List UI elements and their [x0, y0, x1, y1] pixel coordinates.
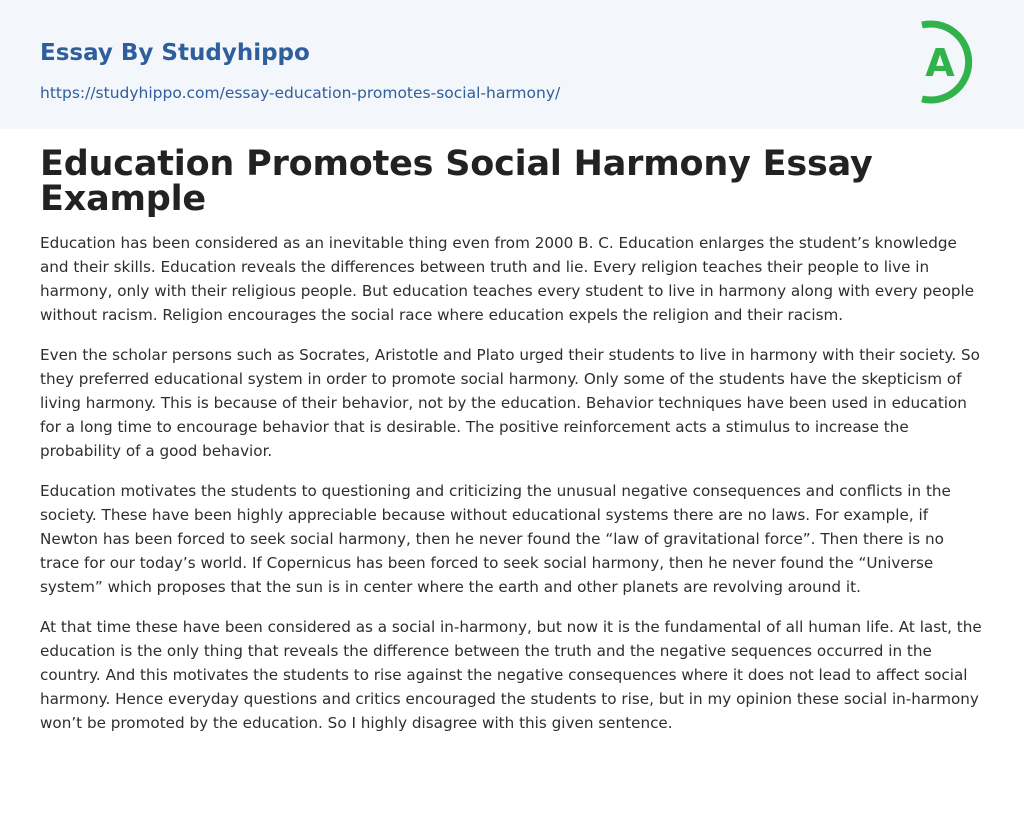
essay-paragraph-2: Even the scholar persons such as Socrates, Aristotle and Plato urged their students to live in harmony with their society. So they preferred educational system in order to promote social harmony. Only some of the students have the skepticism of living harmony. This is because of their behavior, not by the education. Behavior techniques have been used in education for a long time to encourage behavior that is desirable. The positive reinforcement acts a stimulus to increase the probability of a good behavior.	[40, 346, 980, 460]
essay-paragraph-1: Education has been considered as an inevitable thing even from 2000 B. C. Education enlarges the student’s knowledge and their skills. Education reveals the differences between truth and lie. Every religion teaches their people to live in harmony, only with their religious people. But education teaches every student to live in harmony along with every people without racism. Religion encourages the social race where education expels the religion and their racism.	[40, 234, 975, 324]
studyhippo-logo-icon[interactable]	[908, 17, 992, 107]
essay-url-link[interactable]: https://studyhippo.com/essay-education-promotes-social-harmony/	[40, 84, 561, 102]
brand-title[interactable]: Essay By Studyhippo	[40, 40, 310, 66]
essay-paragraph-4: At that time these have been considered as a social in-harmony, but now it is the fundamental of all human life. At last, the education is the only thing that reveals the difference between the truth and the negative sequences occurred in the country. And this motivates the students to rise against the negative consequences where it does not lead to affect social harmony. Hence everyday questions and critics encouraged the students to rise, but in my opinion these social in-harmony won’t be promoted by the education. So I highly disagree with this given sentence.	[40, 618, 982, 732]
site-header	[0, 0, 1024, 129]
essay-title: Education Promotes Social Harmony Essay Example	[40, 144, 873, 219]
essay-paragraph-3: Education motivates the students to questioning and criticizing the unusual negative consequences and conflicts in the society. These have been highly appreciable because without educational systems there are no laws. For example, if Newton has been forced to seek social harmony, then he never found the “law of gravitational force”. Then there is no trace for our today’s world. If Copernicus has been forced to seek social harmony, then he never found the “Universe system” which proposes that the sun is in center where the earth and other planets are revolving around it.	[40, 482, 951, 596]
logo-letter: A	[925, 41, 955, 85]
essay-content	[40, 144, 984, 751]
